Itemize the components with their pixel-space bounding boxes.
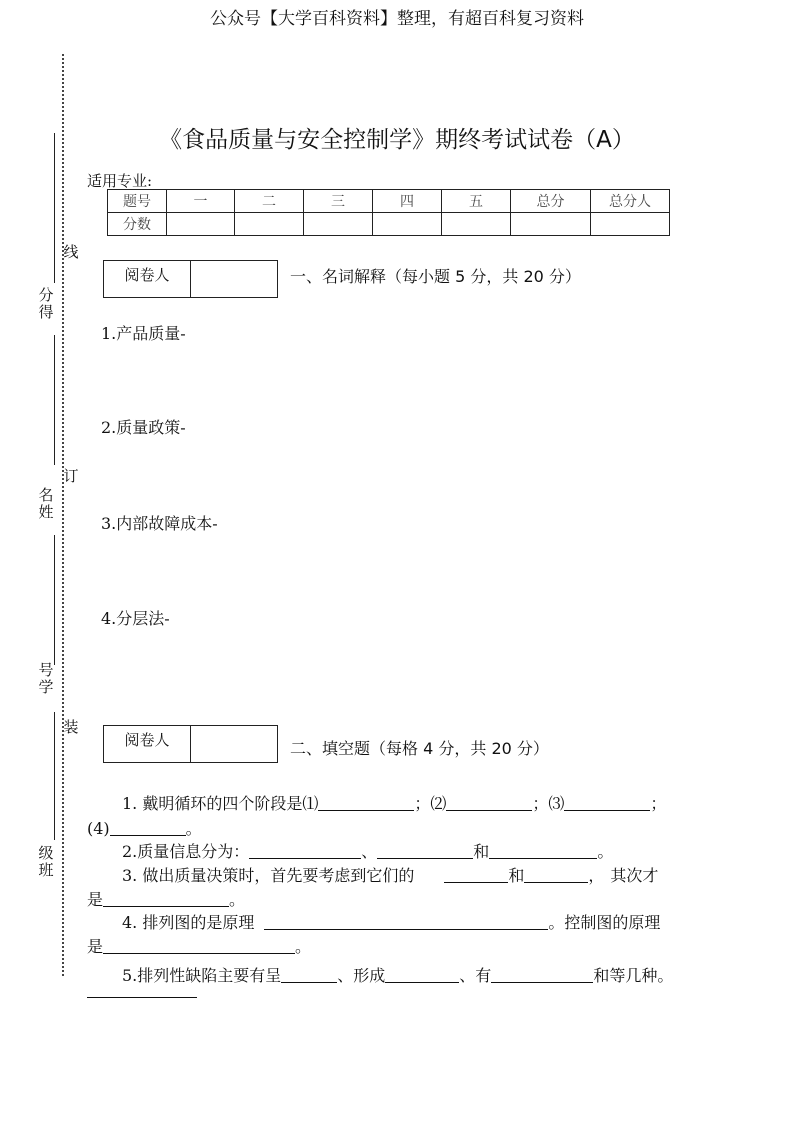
margin-label-xue: 学 [38,678,54,696]
q5-text: 5.排列性缺陷主要有呈 [122,966,282,985]
q1-period: 。 [185,819,202,838]
score-header-cell: 题号 [108,190,167,213]
q5-b: 、有 [459,966,492,985]
score-header-cell: 五 [442,190,511,213]
q3-blank-1[interactable] [444,866,508,883]
q2-dun: 、 [361,842,378,861]
q4-shi: 是 [87,937,104,956]
score-header-cell: 总分 [511,190,591,213]
q1-blank-4[interactable] [110,819,186,836]
score-cell[interactable] [373,213,442,236]
major-label: 适用专业: [87,172,153,190]
margin-label-ji: 级 [38,844,54,862]
score-cell[interactable] [511,213,591,236]
binding-solid-line [54,335,55,465]
term-item: 1.产品质量- [101,324,186,343]
score-table-score-row [108,213,670,236]
q1-blank-2[interactable] [446,794,532,811]
margin-label-hao: 号 [38,661,54,679]
question-4-cont [87,934,311,957]
score-header-cell: 一 [167,190,235,213]
question-3-cont [87,887,245,910]
term-item: 4.分层法- [101,609,170,628]
margin-label-xing: 姓 [38,503,54,521]
binding-ding: 订 [63,467,79,485]
binding-dotted-line [62,54,64,976]
score-header-cell: 三 [304,190,373,213]
term-item: 3.内部故障成本- [101,514,218,533]
q5-c: 和等几种。 [593,966,674,985]
q3-period: 。 [229,890,246,909]
binding-solid-line [54,535,55,665]
q1-marker-2: ⑵ [430,794,447,813]
question-5 [122,963,673,986]
binding-solid-line [54,133,55,283]
q3-next: 其次才 [610,866,659,885]
q1-semicolon: ； [650,794,667,813]
q3-text: 3. 做出质量决策时，首先要考虑到它们的 [122,866,415,885]
question-4 [122,910,660,933]
binding-solid-line [54,712,55,840]
q1-blank-3[interactable] [564,794,650,811]
score-table-header-row [108,190,670,213]
grader-signature-cell[interactable] [191,261,277,297]
question-2 [122,839,613,862]
header-note: 公众号【大学百科资料】整理，有超百科复习资料 [210,9,584,29]
score-header-cell: 二 [235,190,304,213]
q3-he: 和 [508,866,525,885]
q2-text: 2.质量信息分为： [122,842,250,861]
q3-blank-3[interactable] [103,890,229,907]
margin-label-fen: 分 [38,286,54,304]
margin-label-de: 得 [38,303,54,321]
q1-semicolon: ； [414,794,431,813]
q1-blank-1[interactable] [318,794,414,811]
q5-blank-4[interactable] [87,997,197,998]
q5-blank-2[interactable] [385,966,459,983]
binding-xian: 线 [63,243,79,261]
grader-label: 阅卷人 [104,726,191,762]
score-cell[interactable] [235,213,304,236]
grader-label: 阅卷人 [104,261,191,297]
exam-title: 《食品质量与安全控制学》期终考试试卷（A） [159,127,635,153]
q2-blank-1[interactable] [249,842,361,859]
question-1-cont [87,816,202,839]
grader-box [103,725,278,763]
margin-label-ban: 班 [38,861,54,879]
q1-text: 1. 戴明循环的四个阶段是⑴ [122,794,319,813]
q3-shi: 是 [87,890,104,909]
score-header-cell: 总分人 [591,190,670,213]
q1-marker-4: (4) [87,819,110,838]
q4-blank-2[interactable] [103,937,295,954]
q1-marker-3: ⑶ [548,794,565,813]
q4-period: 。 [295,937,312,956]
q5-a: 、形成 [337,966,386,985]
q5-blank-1[interactable] [281,966,337,983]
q5-blank-3[interactable] [491,966,593,983]
q3-comma: ， [588,866,605,885]
q2-blank-2[interactable] [377,842,473,859]
q3-blank-2[interactable] [524,866,588,883]
q4-mid: 。控制图的原理 [548,913,661,932]
q4-text: 4. 排列图的是原理 [122,913,255,932]
grader-box [103,260,278,298]
question-3 [122,863,658,886]
score-cell[interactable] [442,213,511,236]
score-cell[interactable] [304,213,373,236]
section1-title: 一、名词解释（每小题 5 分，共 20 分） [290,267,581,286]
q1-semicolon: ； [532,794,549,813]
q2-period: 。 [597,842,614,861]
binding-zhuang: 装 [63,718,79,736]
section2-title: 二、填空题（每格 4 分，共 20 分） [290,739,549,758]
question-1 [122,791,666,814]
q4-blank-1[interactable] [264,913,548,930]
score-cell[interactable] [591,213,670,236]
score-cell[interactable] [167,213,235,236]
score-header-cell: 四 [373,190,442,213]
term-item: 2.质量政策- [101,418,186,437]
q2-he: 和 [473,842,490,861]
grader-signature-cell[interactable] [191,726,277,762]
score-row-label: 分数 [108,213,167,236]
score-table [107,189,670,236]
margin-label-ming: 名 [38,486,54,504]
q2-blank-3[interactable] [489,842,597,859]
